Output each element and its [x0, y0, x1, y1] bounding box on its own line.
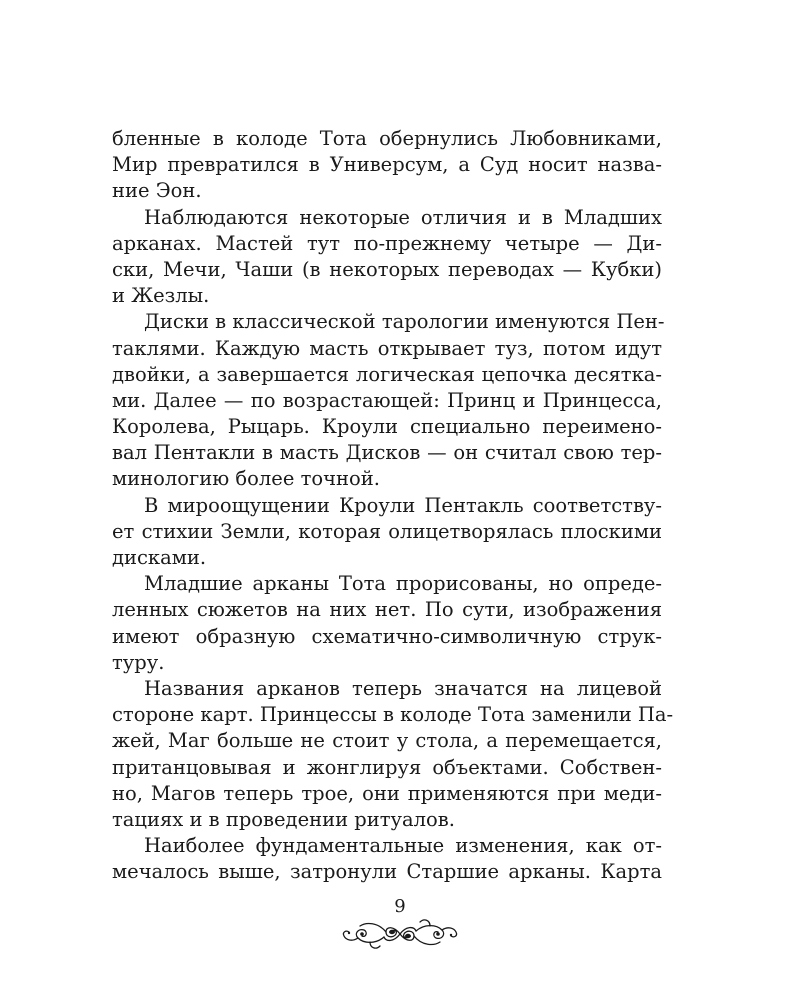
- paragraph: [112, 833, 662, 885]
- text-line: В мироощущении Кроули Пентакль соответству-: [144, 493, 662, 517]
- paragraph: [112, 493, 662, 572]
- page-body-text: [112, 126, 674, 885]
- text-line: жей, Маг больше не стоит у стола, а перемещается,: [112, 729, 662, 753]
- paragraph: [112, 571, 662, 676]
- text-line: арканах. Мастей тут по-прежнему четыре — Ди-: [112, 231, 662, 255]
- paragraph: [112, 126, 662, 205]
- paragraph: [112, 309, 665, 492]
- text-line: но, Магов теперь трое, они применяются при меди-: [112, 781, 662, 805]
- text-line: дисками.: [112, 546, 207, 569]
- text-line: вал Пентакли в масть Дисков — он считал свою тер-: [112, 441, 662, 465]
- text-line: Младшие арканы Тота прорисованы, но опреде-: [144, 572, 662, 596]
- paragraph: [112, 676, 674, 833]
- text-line: ски, Мечи, Чаши (в некоторых переводах — Кубки): [112, 257, 662, 281]
- text-line: и Жезлы.: [112, 284, 210, 308]
- page-number: 9: [394, 896, 406, 917]
- text-line: минологию более точной.: [112, 467, 380, 491]
- text-line: Наиболее фундаментальные изменения, как от-: [144, 834, 662, 858]
- text-line: Диски в классической тарологии именуются Пен-: [144, 310, 665, 334]
- text-line: ние Эон.: [112, 179, 202, 203]
- text-line: тациях и в проведении ритуалов.: [112, 807, 455, 831]
- text-line: ленных сюжетов на них нет. По сути, изображения: [112, 598, 662, 622]
- text-line: ми. Далее — по возрастающей: Принц и Принцесса,: [112, 388, 662, 412]
- text-line: мечалось выше, затронули Старшие арканы. Карта: [112, 860, 662, 884]
- text-line: двойки, а завершается логическая цепочка десятка-: [112, 362, 662, 386]
- text-line: бленные в колоде Тота обернулись Любовниками,: [112, 127, 662, 150]
- floral-ornament-icon: [336, 912, 464, 956]
- paragraph: [112, 205, 662, 310]
- text-line: Мир превратился в Универсум, а Суд носит назва-: [112, 153, 662, 177]
- text-line: ет стихии Земли, которая олицетворялась плоскими: [112, 519, 662, 543]
- text-line: туру.: [112, 650, 165, 674]
- text-line: Наблюдаются некоторые отличия и в Младших: [144, 205, 662, 229]
- text-line: Названия арканов теперь значатся на лицевой: [144, 676, 662, 700]
- text-line: таклями. Каждую масть открывает туз, потом идут: [112, 336, 662, 360]
- text-line: Королева, Рыцарь. Кроули специально переимено-: [112, 415, 662, 439]
- text-line: стороне карт. Принцессы в колоде Тота заменили Па-: [112, 703, 674, 727]
- text-line: имеют образную схематично-символичную струк-: [112, 624, 662, 648]
- text-line: пританцовывая и жонглируя объектами. Собствен-: [112, 755, 662, 779]
